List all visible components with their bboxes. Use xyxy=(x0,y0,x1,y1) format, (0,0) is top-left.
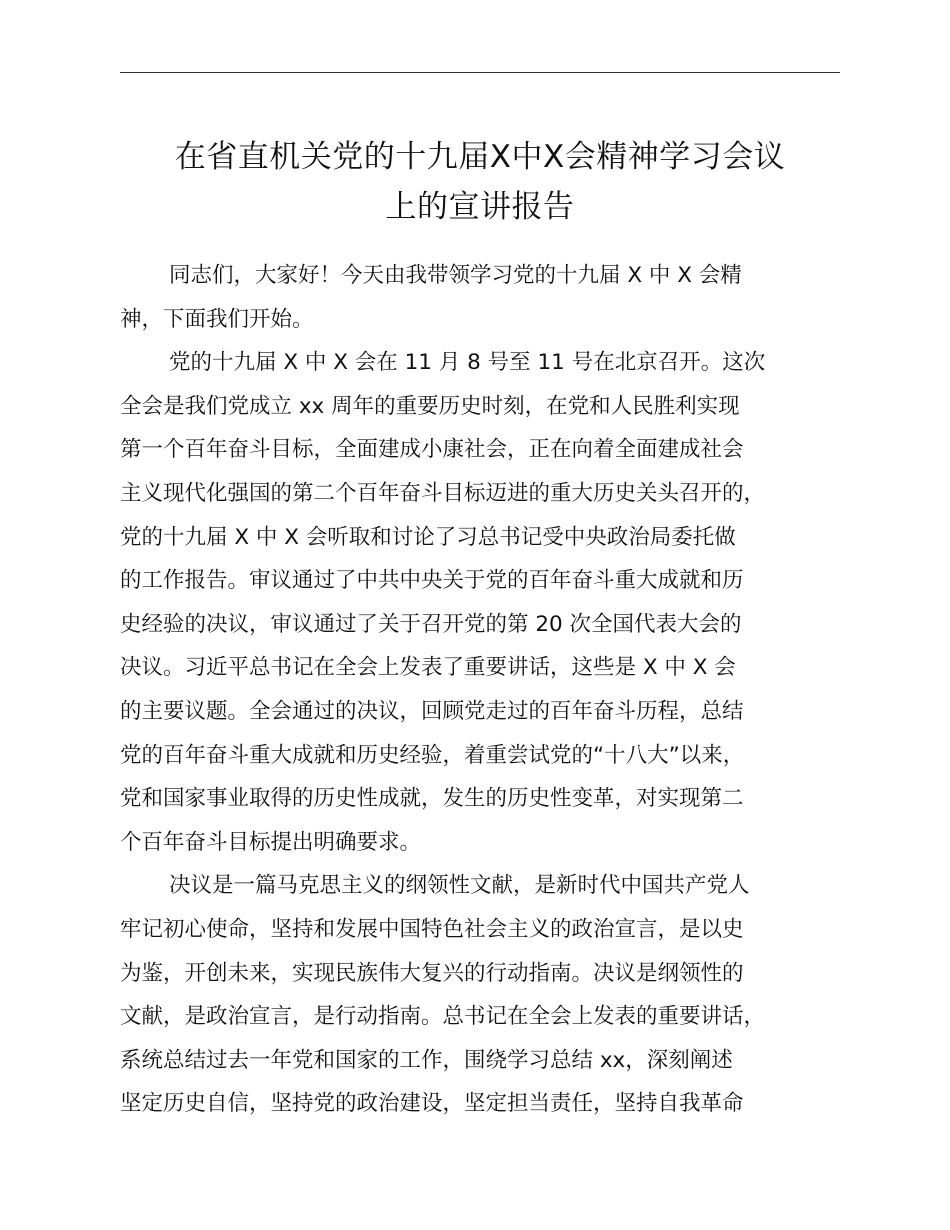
text-line: 党和国家事业取得的历史性成就，发生的历史性变革，对实现第二 xyxy=(120,786,744,812)
text-line: 个百年奋斗目标提出明确要求。 xyxy=(120,829,422,855)
document-body xyxy=(120,254,850,1126)
text-line: 的工作报告。审议通过了中共中央关于党的百年奋斗重大成就和历 xyxy=(120,568,744,594)
text-line: 神，下面我们开始。 xyxy=(120,306,314,332)
text-line: 为鉴，开创未来，实现民族伟大复兴的行动指南。决议是纲领性的 xyxy=(120,960,744,986)
title-line: 上的宣讲报告 xyxy=(385,189,575,225)
text-line: 史经验的决议，审议通过了关于召开党的第 20 次全国代表大会的 xyxy=(120,611,742,637)
text-line: 党的百年奋斗重大成就和历史经验，着重尝试党的“十八大”以来， xyxy=(120,742,745,768)
text-line: 党的十九届 X 中 X 会听取和讨论了习总书记受中央政治局委托做 xyxy=(120,524,736,550)
document-title xyxy=(110,132,850,232)
text-line: 的主要议题。全会通过的决议，回顾党走过的百年奋斗历程，总结 xyxy=(120,698,744,724)
text-line: 第一个百年奋斗目标，全面建成小康社会，正在向着全面建成社会 xyxy=(120,437,744,463)
paragraph-resolution xyxy=(120,864,850,1126)
paragraph-greeting xyxy=(120,254,850,341)
text-line: 全会是我们党成立 xx 周年的重要历史时刻，在党和人民胜利实现 xyxy=(120,393,740,419)
text-line: 系统总结过去一年党和国家的工作，围绕学习总结 xx，深刻阐述 xyxy=(120,1047,733,1073)
text-line: 党的十九届 X 中 X 会在 11 月 8 号至 11 号在北京召开。这次 xyxy=(169,350,766,376)
text-line: 牢记初心使命，坚持和发展中国特色社会主义的政治宣言，是以史 xyxy=(120,916,744,942)
text-line: 决议。习近平总书记在全会上发表了重要讲话，这些是 X 中 X 会 xyxy=(120,655,736,681)
title-line: 在省直机关党的十九届X中X会精神学习会议 xyxy=(174,139,786,175)
text-line: 决议是一篇马克思主义的纲领性文献，是新时代中国共产党人 xyxy=(169,873,750,899)
text-line: 主义现代化强国的第二个百年奋斗目标迈进的重大历史关头召开的， xyxy=(120,480,766,506)
text-line: 文献，是政治宣言，是行动指南。总书记在全会上发表的重要讲话， xyxy=(120,1004,766,1030)
paragraph-session-overview xyxy=(120,341,850,864)
header-rule xyxy=(120,72,840,73)
text-line: 同志们，大家好！今天由我带领学习党的十九届 X 中 X 会精 xyxy=(169,263,742,288)
text-line: 坚定历史自信，坚持党的政治建设，坚定担当责任，坚持自我革命 xyxy=(120,1091,744,1117)
